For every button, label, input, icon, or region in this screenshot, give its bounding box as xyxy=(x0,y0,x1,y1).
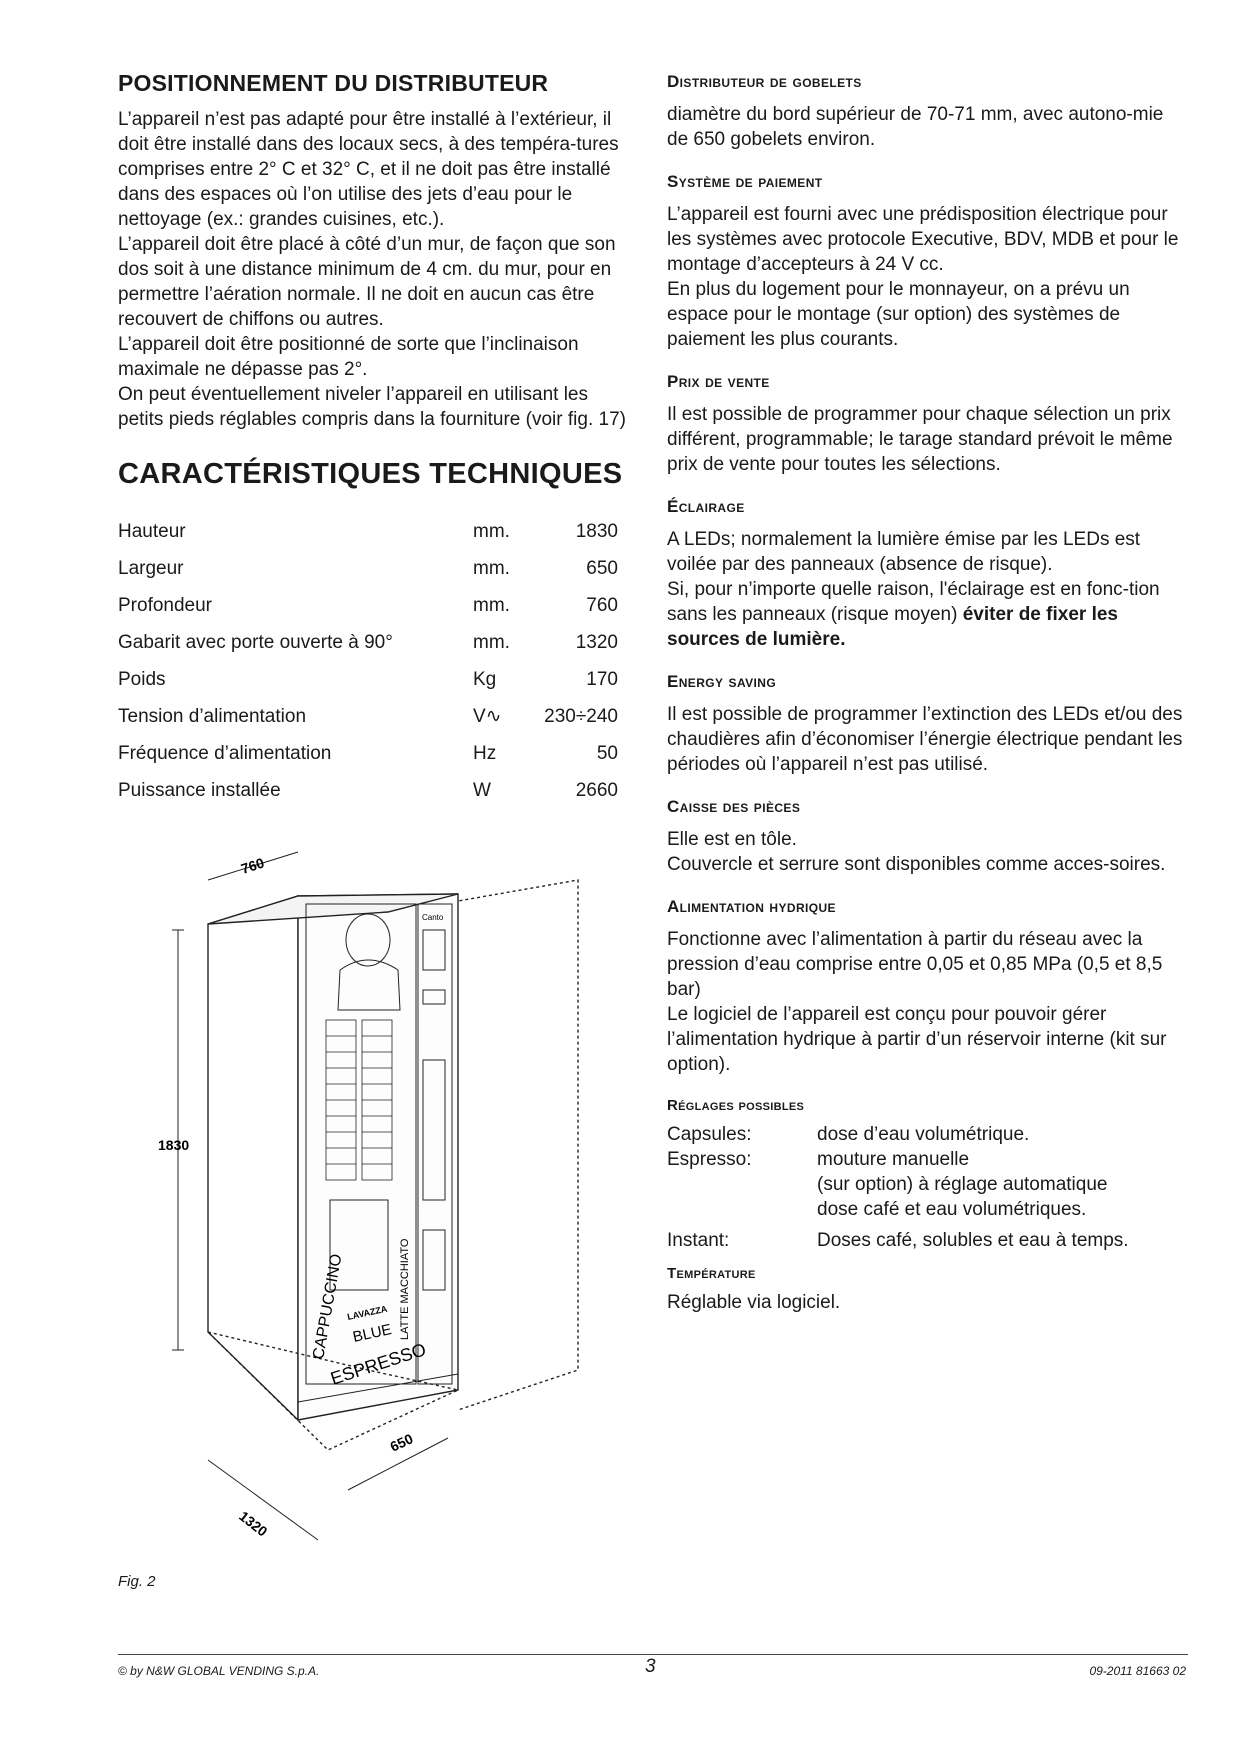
spec-value: 50 xyxy=(596,742,618,764)
page-number: 3 xyxy=(645,1656,656,1677)
settings-table xyxy=(667,1122,1129,1253)
spec-unit: W xyxy=(473,779,491,801)
spec-label: Puissance installée xyxy=(118,779,281,801)
setting-value: Doses café, solubles et eau à temps. xyxy=(817,1230,1129,1251)
cups-section xyxy=(667,72,1187,152)
setting-key: Capsules: xyxy=(667,1124,752,1145)
light-title: Éclairage xyxy=(667,497,745,516)
spec-value: 1320 xyxy=(575,631,618,653)
spec-unit: mm. xyxy=(473,520,510,542)
price-text: Il est possible de programmer pour chaque sélection un prix différent, programmable; le tarage standard prévoit le même prix de vente pour toutes les sélections. xyxy=(667,404,1173,475)
spec-value: 170 xyxy=(586,668,618,690)
temperature-section xyxy=(667,1265,1187,1315)
cabinet-side xyxy=(208,896,298,1420)
setting-value: dose d’eau volumétrique. xyxy=(817,1124,1030,1145)
specs-row xyxy=(118,772,618,809)
figure-caption: Fig. 2 xyxy=(118,1573,156,1590)
water-paragraph-2: Le logiciel de l’appareil est conçu pour pouvoir gérer l’alimentation hydrique à partir d’un réservoir interne (kit sur option). xyxy=(667,1004,1167,1075)
energy-title: Energy saving xyxy=(667,672,777,691)
specs-row xyxy=(118,661,618,698)
light-text-2 xyxy=(667,577,1187,652)
canto-label: Canto xyxy=(422,913,444,922)
spec-label: Hauteur xyxy=(118,520,186,542)
spec-value: 650 xyxy=(586,557,618,579)
payment-paragraph-1: L’appareil est fourni avec une prédisposition électrique pour les systèmes avec protocole Executive, BDV, MDB et pour le montage d’accepteurs à 24 V cc. xyxy=(667,204,1179,275)
settings-row xyxy=(667,1122,1129,1147)
settings-row xyxy=(667,1197,1129,1222)
specs-table xyxy=(118,513,618,809)
espresso-label: ESPRESSO xyxy=(328,1339,429,1389)
settings-title: Réglages possibles xyxy=(667,1097,805,1114)
coins-paragraph-2: Couvercle et serrure sont disponibles comme acces-soires. xyxy=(667,854,1166,875)
setting-value: (sur option) à réglage automatique xyxy=(817,1174,1108,1195)
energy-text: Il est possible de programmer l’extinction des LEDs et/ou des chaudières afin d’économiser l’énergie électrique pendant les périodes où l’appareil n’est pas utilisé. xyxy=(667,704,1183,775)
coins-paragraph-1: Elle est en tôle. xyxy=(667,829,797,850)
positioning-title: POSITIONNEMENT DU DISTRIBUTEUR xyxy=(118,70,549,96)
coins-section xyxy=(667,797,1187,877)
specs-row xyxy=(118,513,618,550)
spec-unit: Hz xyxy=(473,742,497,764)
setting-key: Instant: xyxy=(667,1230,730,1251)
latte-label: LATTE MACCHIATO xyxy=(399,1238,411,1340)
footer-copyright: © by N&W GLOBAL VENDING S.p.A. xyxy=(118,1664,320,1678)
footer-divider xyxy=(118,1654,1188,1655)
dim-door-open-label: 1320 xyxy=(236,1507,271,1540)
specs-row xyxy=(118,624,618,661)
spec-unit: mm. xyxy=(473,631,510,653)
spec-value: 760 xyxy=(586,594,618,616)
settings-row xyxy=(667,1147,1129,1172)
spec-label: Poids xyxy=(118,668,166,690)
energy-section xyxy=(667,672,1187,777)
positioning-paragraph-2: L’appareil doit être placé à côté d’un mur, de façon que son dos soit à une distance minimum de 4 cm. du mur, pour en permettre l’aération normale. Il ne doit en aucun cas être recouvert de chiffons ou autres. xyxy=(118,234,616,330)
spec-label: Gabarit avec porte ouverte à 90° xyxy=(118,631,393,653)
coins-title: Caisse des pièces xyxy=(667,797,801,816)
price-title: Prix de vente xyxy=(667,372,770,391)
cups-text: diamètre du bord supérieur de 70-71 mm, avec autono-mie de 650 gobelets environ. xyxy=(667,104,1164,150)
settings-section xyxy=(667,1097,1187,1253)
spec-label: Largeur xyxy=(118,557,184,579)
specs-row xyxy=(118,550,618,587)
settings-row xyxy=(667,1172,1129,1197)
setting-key: Espresso: xyxy=(667,1149,752,1170)
settings-row xyxy=(667,1222,1129,1253)
setting-value: mouture manuelle xyxy=(817,1149,970,1170)
specs-row xyxy=(118,735,618,772)
blue-label: BLUE xyxy=(351,1321,394,1346)
spec-value: 230÷240 xyxy=(544,705,618,727)
spec-label: Tension d’alimentation xyxy=(118,705,307,727)
cappuccino-label: CAPPUCCINO xyxy=(310,1252,346,1361)
setting-value: dose café et eau volumétriques. xyxy=(817,1199,1087,1220)
dim-width-label: 650 xyxy=(387,1430,416,1455)
specs-row xyxy=(118,698,618,735)
light-warning: éviter de fixer les sources de lumière. xyxy=(667,604,1118,650)
cups-title: Distributeur de gobelets xyxy=(667,72,862,91)
light-section xyxy=(667,497,1187,652)
lavazza-label: LAVAZZA xyxy=(346,1303,389,1322)
specs-row xyxy=(118,587,618,624)
payment-paragraph-2: En plus du logement pour le monnayeur, on a prévu un espace pour le montage (sur option) des systèmes de paiement les plus courants. xyxy=(667,279,1130,350)
left-column xyxy=(118,62,638,809)
temperature-text: Réglable via logiciel. xyxy=(667,1292,841,1313)
spec-value: 1830 xyxy=(575,520,618,542)
price-section xyxy=(667,372,1187,477)
right-column xyxy=(667,62,1187,1335)
light-text-2-plain: Si, pour n’importe quelle raison, l'éclairage est en fonc-tion sans les panneaux (risque moyen) xyxy=(667,579,1160,625)
payment-section xyxy=(667,172,1187,352)
light-text-1: A LEDs; normalement la lumière émise par les LEDs est voilée par des panneaux (absence de risque). xyxy=(667,529,1141,575)
footer-doc-code: 09-2011 81663 02 xyxy=(1089,1664,1186,1678)
positioning-paragraph-3: L’appareil doit être positionné de sorte que l’inclinaison maximale ne dépasse pas 2°. xyxy=(118,334,579,380)
spec-label: Profondeur xyxy=(118,594,213,616)
spec-unit: mm. xyxy=(473,557,510,579)
positioning-paragraph-4: On peut éventuellement niveler l’appareil en utilisant les petits pieds réglables compris dans la fourniture (voir fig. 17) xyxy=(118,384,626,430)
dim-depth-label: 760 xyxy=(238,854,267,877)
positioning-paragraph-1: L’appareil n’est pas adapté pour être installé à l’extérieur, il doit être installé dans des locaux secs, à des tempéra-tures comprises entre 2° C et 32° C, et il ne doit pas être installé dans des espaces où l’on utilise des jets d’eau pour le nettoyage (ex.: grandes cuisines, etc.). xyxy=(118,109,619,230)
water-section xyxy=(667,897,1187,1077)
spec-unit: Kg xyxy=(473,668,497,690)
spec-label: Fréquence d’alimentation xyxy=(118,742,332,764)
spec-value: 2660 xyxy=(575,779,618,801)
temperature-title: Température xyxy=(667,1265,756,1282)
payment-title: Système de paiement xyxy=(667,172,823,191)
spec-unit: mm. xyxy=(473,594,510,616)
vending-machine-figure xyxy=(118,850,638,1570)
spec-unit: V∿ xyxy=(473,706,502,727)
water-title: Alimentation hydrique xyxy=(667,897,836,916)
water-paragraph-1: Fonctionne avec l’alimentation à partir du réseau avec la pression d’eau comprise entre 0,05 et 0,85 MPa (0,5 et 8,5 bar) xyxy=(667,929,1163,1000)
specs-title: CARACTÉRISTIQUES TECHNIQUES xyxy=(118,458,623,490)
dim-height-label: 1830 xyxy=(158,1137,190,1153)
